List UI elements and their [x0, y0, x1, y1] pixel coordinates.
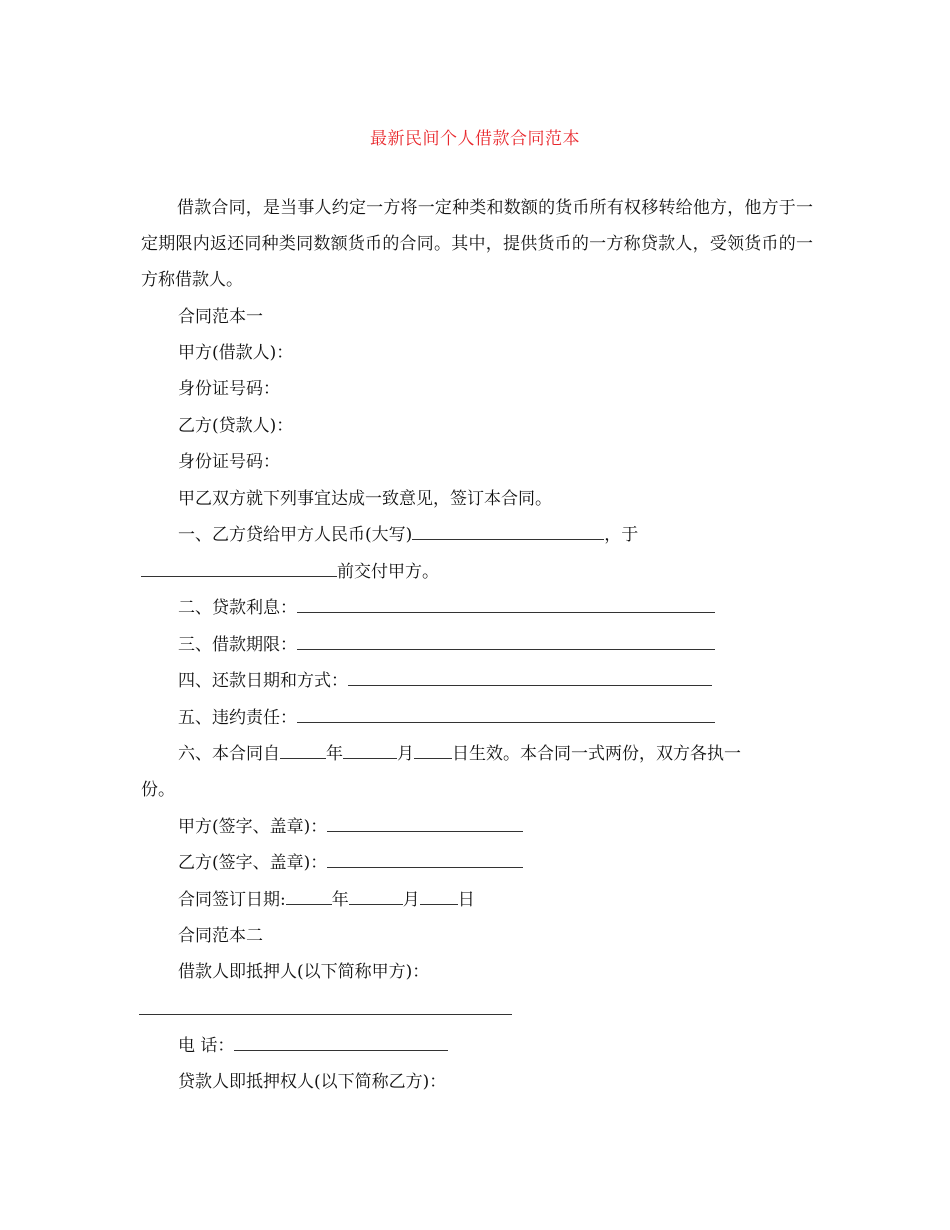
item5-label: 五、违约责任：: [178, 708, 297, 728]
item1-label: 一、乙方贷给甲方人民币(大写): [178, 525, 413, 545]
party-a-line: 甲方(借款人)：: [178, 343, 294, 363]
item2-line: [178, 596, 715, 620]
delivery-date-blank: [141, 560, 337, 577]
phone-line: [178, 1034, 448, 1058]
agreement-line: 甲乙双方就下列事宜达成一致意见，签订本合同。: [178, 489, 552, 509]
sign-year: 年: [331, 890, 349, 910]
item6-line: [178, 742, 741, 766]
effective-day-blank: [414, 742, 452, 759]
item1-mid: ，于: [604, 525, 639, 545]
item6-month: 月: [397, 744, 414, 764]
sign-month: 月: [402, 890, 420, 910]
lender-line: 贷款人即抵押权人(以下简称乙方)：: [178, 1072, 447, 1092]
item4-line: [178, 669, 712, 693]
item1-cont: 前交付甲方。: [337, 562, 439, 582]
sign-a-label: 甲方(签字、盖章)：: [178, 817, 328, 837]
party-b-line: 乙方(贷款人)：: [178, 416, 294, 436]
id-a-line: 身份证号码：: [178, 379, 280, 399]
item3-label: 三、借款期限：: [178, 635, 297, 655]
sign-b-label: 乙方(签字、盖章)：: [178, 853, 328, 873]
intro-paragraph: 借款合同，是当事人约定一方将一定种类和数额的货币所有权移转给他方，他方于一定期限内返还同种类同数额货币的合同。其中，提供货币的一方称贷款人，受领货币的一方称借款人。: [141, 198, 813, 290]
sample2-heading: 合同范本二: [178, 926, 263, 946]
sign-date-label: 合同签订日期:: [178, 890, 286, 910]
sign-day-blank: [420, 888, 458, 905]
amount-blank: [412, 523, 604, 540]
interest-blank: [297, 596, 715, 613]
repayment-blank: [348, 669, 712, 686]
sign-a-blank: [327, 815, 523, 832]
phone-blank: [234, 1034, 448, 1051]
effective-year-blank: [280, 742, 326, 759]
item6-year: 年: [326, 744, 343, 764]
term-blank: [297, 633, 715, 650]
borrower-line: 借款人即抵押人(以下简称甲方)：: [178, 962, 430, 982]
sign-a-line: [178, 815, 523, 839]
effective-month-blank: [343, 742, 397, 759]
item3-line: [178, 633, 715, 657]
sign-b-blank: [327, 851, 523, 868]
borrower-blank: [139, 1014, 512, 1015]
item6-cont-line: 份。: [141, 780, 175, 800]
item2-label: 二、贷款利息：: [178, 598, 297, 618]
sign-day: 日: [457, 890, 475, 910]
liability-blank: [297, 706, 715, 723]
phone-label: 电 话：: [178, 1036, 235, 1056]
document-title: 最新民间个人借款合同范本: [370, 129, 580, 149]
item4-label: 四、还款日期和方式：: [178, 671, 348, 691]
sign-year-blank: [286, 888, 332, 905]
sample1-heading: 合同范本一: [178, 307, 263, 327]
item6-label: 六、本合同自: [178, 744, 280, 764]
sign-month-blank: [349, 888, 403, 905]
item1-line: [178, 523, 638, 547]
sign-date-line: [178, 888, 475, 912]
item5-line: [178, 706, 715, 730]
id-b-line: 身份证号码：: [178, 452, 280, 472]
item1-cont-line: [141, 560, 439, 584]
item6-day: 日生效。本合同一式两份，双方各执一: [452, 744, 741, 764]
sign-b-line: [178, 851, 523, 875]
